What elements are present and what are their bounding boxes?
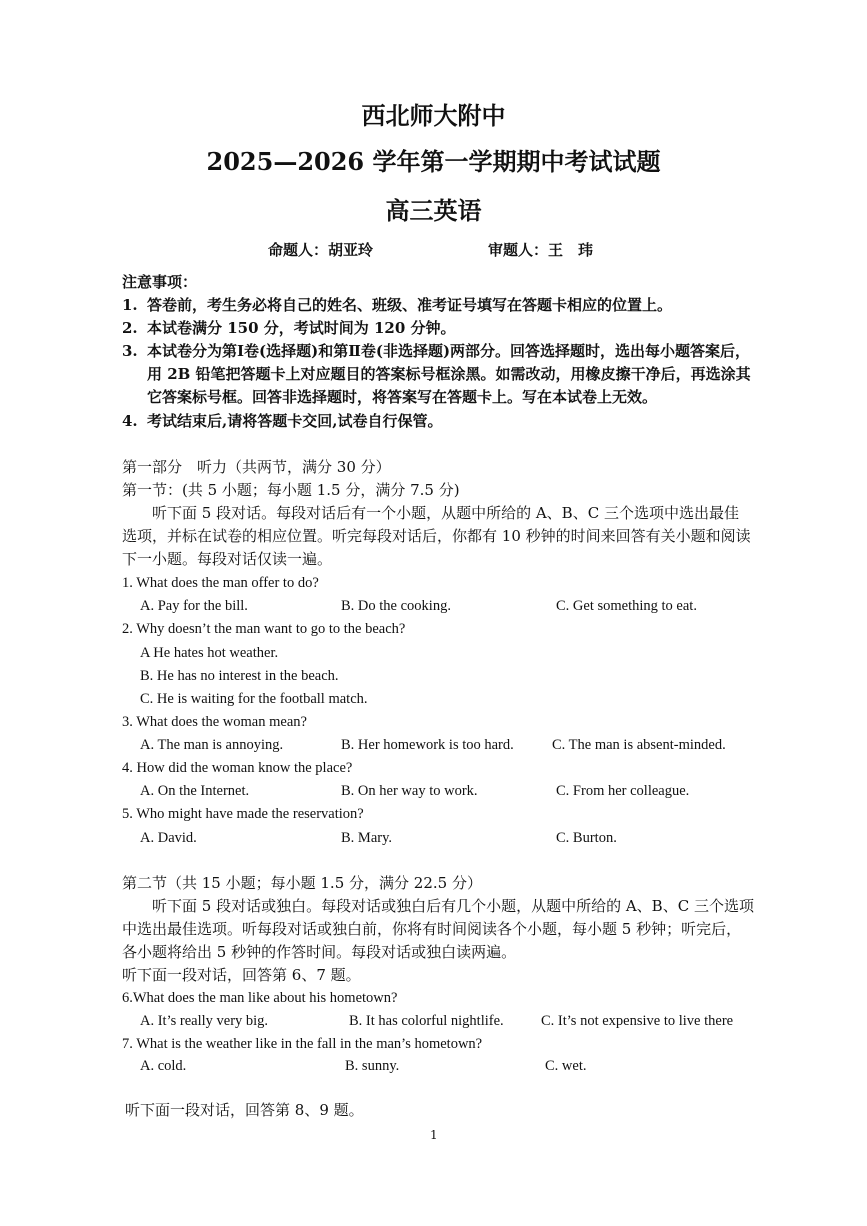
section-instructions: 听下面 5 段对话或独白。每段对话或独白后有几个小题，从题中所给的 A、B、C 三个选项: [152, 897, 754, 915]
page-number: 1: [430, 1128, 438, 1142]
option-c: C. The man is absent-minded.: [552, 737, 726, 753]
option-a: A. It’s really very big.: [140, 1013, 269, 1029]
option-c: C. Burton.: [556, 830, 617, 846]
option-a: A. cold.: [140, 1058, 187, 1074]
note-number: 1.: [122, 296, 138, 314]
author-line: 命题人：胡亚玲: [268, 241, 374, 259]
section-heading: 第二节（共 15 小题；每小题 1.5 分，满分 22.5 分）: [122, 874, 482, 892]
option-b: B. He has no interest in the beach.: [140, 668, 339, 684]
option-b: B. sunny.: [345, 1058, 400, 1074]
section-instructions: 中选出最佳选项。听每段对话或独白前，你将有时间阅读各个小题，每小题 5 秒钟；听完后，: [122, 920, 742, 938]
section-heading: 第一节：(共 5 小题；每小题 1.5 分，满分 7.5 分): [122, 481, 460, 499]
question-stem: 2. Why doesn’t the man want to go to the beach?: [122, 621, 406, 637]
option-b: B. On her way to work.: [341, 783, 478, 799]
option-c: C. Get something to eat.: [556, 598, 697, 614]
option-c: C. From her colleague.: [556, 783, 690, 799]
note-text: 用 2B 铅笔把答题卡上对应题目的答案标号框涂黑。如需改动，用橡皮擦干净后，再选涂其: [147, 365, 751, 383]
notes-heading: 注意事项：: [122, 273, 198, 291]
option-a: A. On the Internet.: [140, 783, 250, 799]
option-a: A. Pay for the bill.: [140, 598, 248, 614]
option-b: B. Do the cooking.: [341, 598, 451, 614]
option-a: A. David.: [140, 830, 197, 846]
question-stem: 6.What does the man like about his hometown?: [122, 990, 398, 1006]
option-a: A He hates hot weather.: [140, 645, 279, 661]
note-number: 3.: [122, 342, 138, 360]
note-text: 考试结束后,请将答题卡交回,试卷自行保管。: [147, 412, 443, 430]
subject-title: 高三英语: [385, 196, 482, 225]
dialog-intro: 听下面一段对话，回答第 8、9 题。: [125, 1101, 364, 1119]
question-stem: 1. What does the man offer to do?: [122, 575, 319, 591]
note-number: 2.: [122, 319, 138, 337]
question-stem: 4. How did the woman know the place?: [122, 760, 353, 776]
option-c: C. wet.: [545, 1058, 587, 1074]
question-stem: 3. What does the woman mean?: [122, 714, 307, 730]
option-b: B. Mary.: [341, 830, 393, 846]
question-stem: 7. What is the weather like in the fall in the man’s hometown?: [122, 1036, 483, 1052]
note-text: 答卷前，考生务必将自己的姓名、班级、准考证号填写在答题卡相应的位置上。: [147, 296, 673, 314]
option-c: C. It’s not expensive to live there: [541, 1013, 734, 1029]
section-instructions: 下一小题。每段对话仅读一遍。: [122, 550, 333, 568]
option-b: B. It has colorful nightlife.: [349, 1013, 504, 1029]
option-b: B. Her homework is too hard.: [341, 737, 514, 753]
note-text: 本试卷分为第Ⅰ卷(选择题)和第Ⅱ卷(非选择题)两部分。回答选择题时，选出每小题答案后，: [147, 342, 751, 360]
option-c: C. He is waiting for the football match.: [140, 691, 368, 707]
exam-title: 2025—2026 学年第一学期期中考试试题: [206, 147, 661, 176]
option-a: A. The man is annoying.: [140, 737, 284, 753]
note-text: 它答案标号框。回答非选择题时，将答案写在答题卡上。写在本试卷上无效。: [147, 388, 658, 406]
dialog-intro: 听下面一段对话，回答第 6、7 题。: [122, 966, 361, 984]
reviewer-line: 审题人：王 玮: [488, 241, 594, 259]
part-heading: 第一部分 听力（共两节，满分 30 分）: [122, 458, 391, 476]
note-number: 4.: [122, 412, 138, 430]
question-stem: 5. Who might have made the reservation?: [122, 806, 364, 822]
section-instructions: 各小题将给出 5 秒钟的作答时间。每段对话或独白读两遍。: [122, 943, 517, 961]
section-instructions: 选项，并标在试卷的相应位置。听完每段对话后，你都有 10 秒钟的时间来回答有关小题和阅读: [122, 527, 751, 545]
school-name: 西北师大附中: [361, 101, 506, 130]
section-instructions: 听下面 5 段对话。每段对话后有一个小题，从题中所给的 A、B、C 三个选项中选出最佳: [152, 504, 739, 522]
note-text: 本试卷满分 150 分，考试时间为 120 分钟。: [147, 319, 456, 337]
